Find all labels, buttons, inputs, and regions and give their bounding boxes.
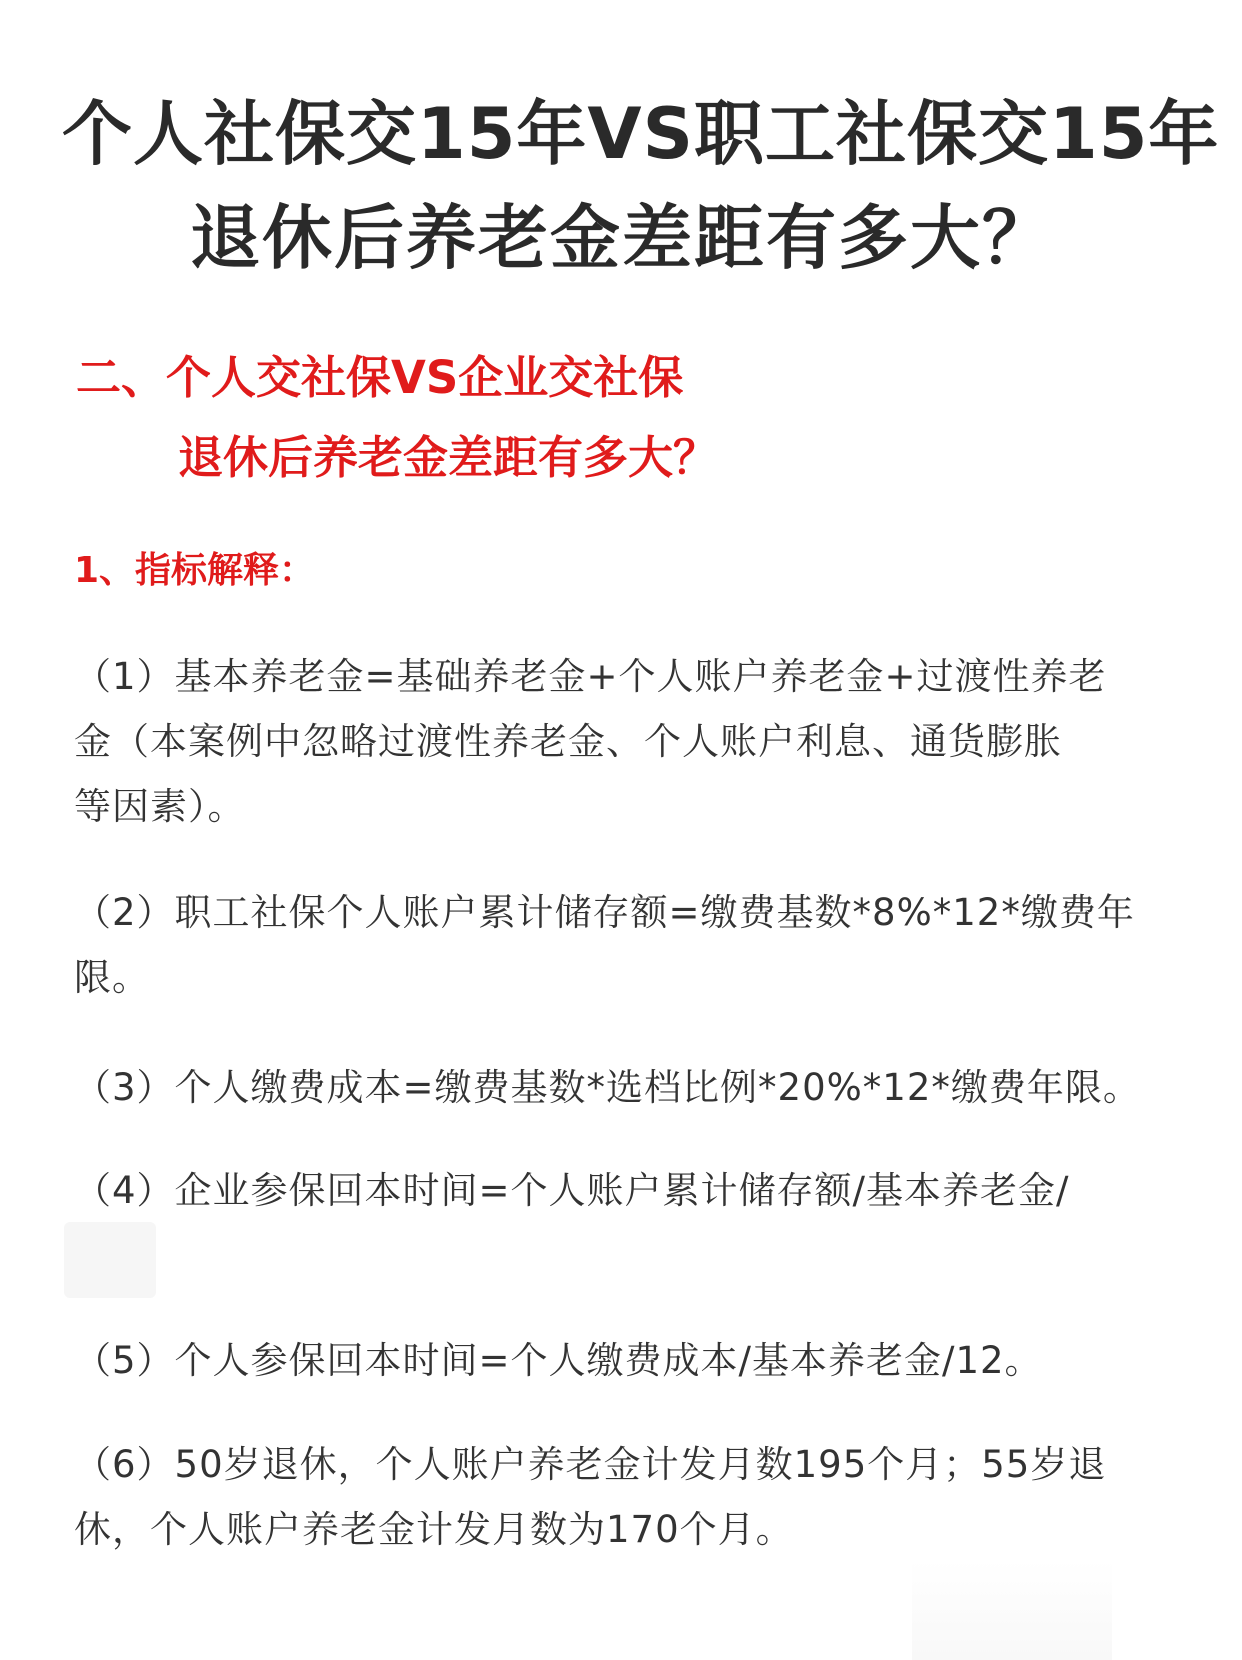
paragraph-line: （2）职工社保个人账户累计储存额=缴费基数*8%*12*缴费年: [74, 891, 1135, 934]
main-title-line-1: 个人社保交15年VS职工社保交15年: [62, 93, 1220, 175]
paragraph-line: 休，个人账户养老金计发月数为170个月。: [74, 1508, 794, 1551]
paragraph-line: 金（本案例中忽略过渡性养老金、个人账户利息、通货膨胀: [74, 720, 1062, 763]
paragraph-line: （5）个人参保回本时间=个人缴费成本/基本养老金/12。: [74, 1339, 1043, 1382]
paragraph-line: （4）企业参保回本时间=个人账户累计储存额/基本养老金/: [74, 1169, 1070, 1212]
paragraph-5: [74, 1328, 1214, 1393]
section-heading-line-2: 退休后养老金差距有多大？: [178, 431, 719, 484]
paragraph-line: （3）个人缴费成本=缴费基数*选档比例*20%*12*缴费年限。: [74, 1066, 1141, 1109]
paragraph-1: [74, 644, 1214, 839]
bottom-shade: [912, 1560, 1112, 1660]
paragraph-6: [74, 1432, 1214, 1562]
main-title-line-2: 退休后养老金差距有多大？: [190, 197, 1054, 279]
paragraph-4: [74, 1158, 1214, 1223]
paragraph-line: （6）50岁退休，个人账户养老金计发月数195个月；55岁退: [74, 1443, 1107, 1486]
paragraph-line: （1）基本养老金=基础养老金+个人账户养老金+过渡性养老: [74, 655, 1107, 698]
subheading-indicator-explanation: 1、指标解释：: [74, 550, 316, 591]
paragraph-2: [74, 880, 1214, 1010]
blurred-region: [64, 1222, 156, 1298]
paragraph-3: [74, 1055, 1214, 1120]
paragraph-line: 限。: [74, 956, 150, 999]
section-heading-line-1: 二、个人交社保VS企业交社保: [76, 351, 684, 404]
paragraph-line: 等因素）。: [74, 785, 246, 828]
